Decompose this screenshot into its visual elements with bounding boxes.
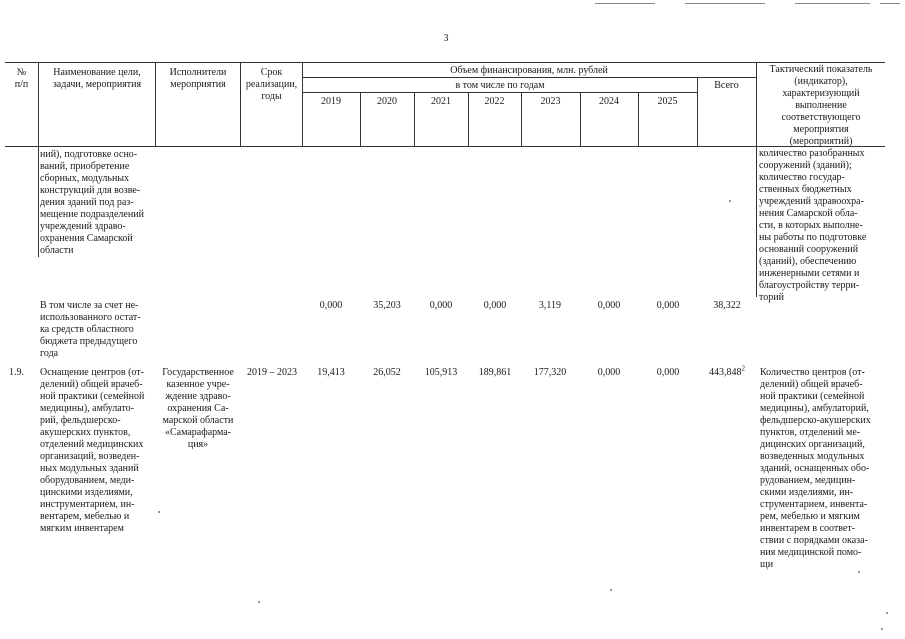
header-funding: Объем финансирования, млн. рублей xyxy=(450,65,608,76)
header-year: 2024 xyxy=(599,96,619,107)
value-2021: 105,913 xyxy=(424,367,458,378)
value-2020: 26,052 xyxy=(373,367,401,378)
row-executors: Государственное казенное учре- ждение здраво- охранения Са- марской области «Самарафарма- ция» xyxy=(162,367,234,450)
body-right-divider xyxy=(756,147,757,297)
header-by-years: в том числе по годам xyxy=(455,80,545,91)
value-2019: 0,000 xyxy=(319,300,343,311)
row-indicator-1-9: Количество центров (от- делений) общей врачеб- ной практики (семейной медицины), амбулаторий, фельдшерско-акушерских пунктов, отделений ме- дицинских организаций, возведенных модульных зданий, оснащенных обо- рудованием, медицин- скими изделиями, ин- струментарием, инвента- рем, мебелью и мягким инвентарем в соответ- ствии с порядками оказа- ния медицинской помо- щи xyxy=(760,367,871,570)
col-divider xyxy=(155,62,156,147)
header-executors: Исполнители мероприятия xyxy=(169,67,227,90)
header-year: 2025 xyxy=(657,96,678,107)
value-2025: 0,000 xyxy=(656,300,680,311)
value-total-text: 443,848 xyxy=(709,367,742,378)
value-total xyxy=(697,364,757,379)
value-2021: 0,000 xyxy=(429,300,453,311)
total-footnote-mark: 2 xyxy=(741,364,745,373)
row-indicator-continuation: количество разобранных сооружений (зданий); количество государ- ственных бюджетных учреждений здравоохра- нения Самарской обла- сти, в которых выполне- ны работы по подготовке оснований сооружений (зданий), обеспечению инженерными сетями и благоустройству терри- торий xyxy=(759,148,867,303)
header-year: 2021 xyxy=(431,96,451,107)
header-total: Всего xyxy=(714,80,739,91)
header-period: Срок реализации, годы xyxy=(245,67,298,102)
value-2024: 0,000 xyxy=(597,300,621,311)
header-bottom-border xyxy=(5,146,885,147)
scan-speck xyxy=(881,628,883,630)
col-divider xyxy=(240,62,241,147)
scan-speck xyxy=(886,612,888,614)
header-year: 2022 xyxy=(484,96,505,107)
col-divider xyxy=(38,62,39,147)
value-2020: 35,203 xyxy=(373,300,401,311)
value-2022: 0,000 xyxy=(483,300,507,311)
header-number: № п/п xyxy=(14,67,29,90)
value-2024: 0,000 xyxy=(597,367,621,378)
scan-speck xyxy=(858,571,860,573)
header-year: 2020 xyxy=(377,96,397,107)
page-number: 3 xyxy=(443,33,449,44)
col-divider xyxy=(756,62,757,147)
row-period: 2019 – 2023 xyxy=(247,367,297,378)
header-indicator: Тактический показатель (индикатор), характеризующий выполнение соответствующего мероприятия (мероприятий) xyxy=(769,64,873,147)
value-2019: 19,413 xyxy=(317,367,345,378)
value-2023: 3,119 xyxy=(538,300,562,311)
value-2023: 177,320 xyxy=(533,367,567,378)
scan-speck xyxy=(610,589,612,591)
value-total: 38,322 xyxy=(713,300,741,311)
row-name-1-9: Оснащение центров (от- делений) общей врачеб- ной практики (семейной медицины), амбулато- рий, фельдшерско- акушерских пунктов, отделений медицинских организаций, возведен- ных модульных зданий оборудованием, меди- цинскими изделиями, инструментарием, ин- вентарем, мебелью и мягким инвентарем xyxy=(40,367,145,534)
scan-speck xyxy=(258,601,260,603)
value-2022: 189,861 xyxy=(478,367,512,378)
funding-header-divider xyxy=(302,77,756,78)
value-2025: 0,000 xyxy=(656,367,680,378)
body-left-divider xyxy=(38,147,39,257)
table-top-border xyxy=(5,62,885,63)
header-year: 2023 xyxy=(540,96,561,107)
row-name-continuation: ний), подготовке осно- ваний, приобретение сборных, модульных конструкций для возве- дения зданий под раз- мещение подразделений учреждений здраво- охранения Самарской области xyxy=(40,149,144,256)
header-year: 2019 xyxy=(321,96,341,107)
header-name: Наименование цели, задачи, мероприятия xyxy=(52,67,142,90)
row-name-remainder: В том числе за счет не- использованного остат- ка средств областного бюджета предыдущего года xyxy=(40,300,141,359)
scan-speck xyxy=(158,511,160,513)
row-number: 1.9. xyxy=(9,367,24,378)
scan-speck xyxy=(729,200,731,202)
